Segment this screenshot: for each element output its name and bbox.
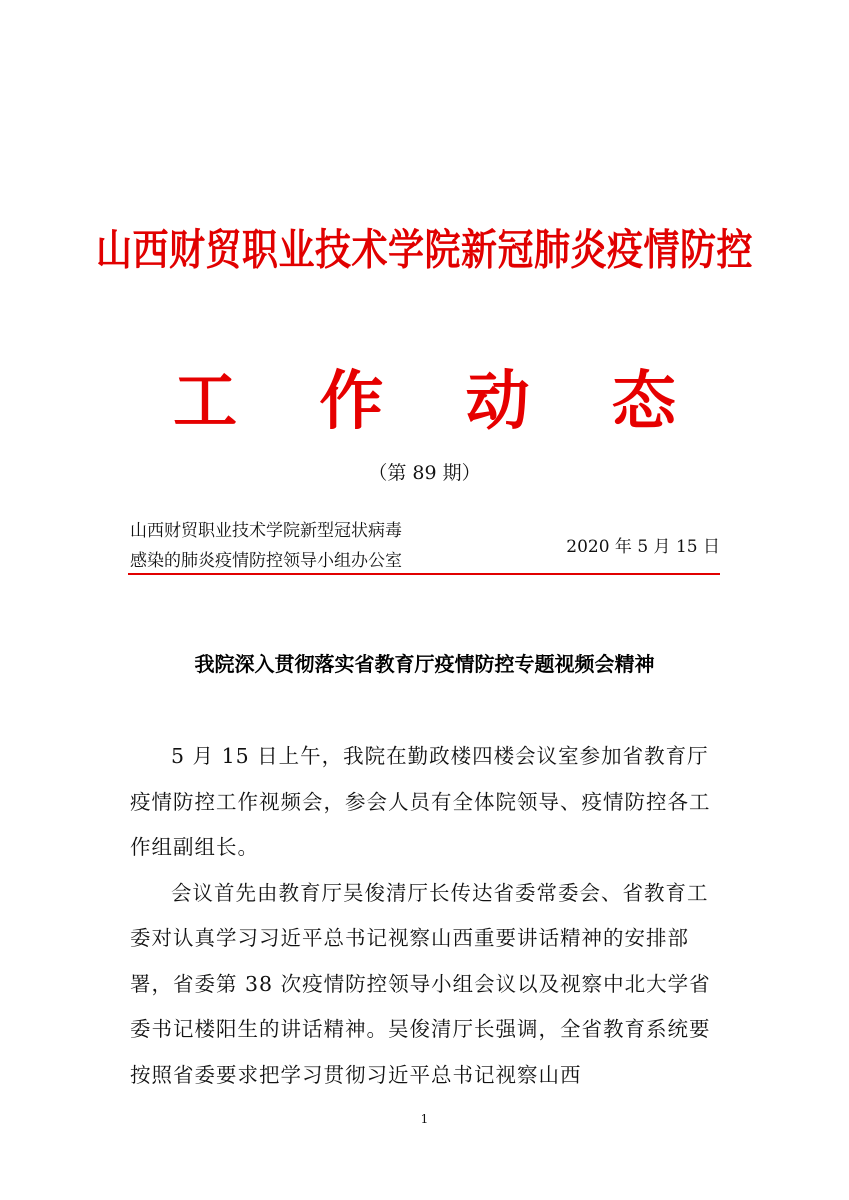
article-paragraph: 会议首先由教育厅吴俊清厅长传达省委常委会、省教育工委对认真学习习近平总书记视察山西重要讲话精神的安排部署，省委第 38 次疫情防控领导小组会议以及视察中北大学省委书记楼阳生的讲话精神。吴俊清厅长强调，全省教育系统要按照省委要求把学习贯彻习近平总书记视察山西 — [130, 880, 711, 1087]
issue-date: 2020 年 5 月 15 日 — [566, 537, 720, 557]
article-paragraph: 5 月 15 日上午，我院在勤政楼四楼会议室参加省教育厅疫情防控工作视频会，参会人员有全体院领导、疫情防控各工作组副组长。 — [130, 744, 711, 859]
article-body — [130, 734, 720, 1098]
office-line-2: 感染的肺炎疫情防控领导小组办公室 — [130, 551, 402, 571]
masthead-title: 山西财贸职业技术学院新冠肺炎疫情防控 — [95, 225, 753, 276]
issuing-office — [130, 516, 460, 576]
red-divider-rule — [128, 573, 720, 575]
office-line-1: 山西财贸职业技术学院新型冠状病毒 — [130, 521, 402, 541]
issue-number: （第 89 期） — [368, 462, 481, 484]
masthead-subtitle: 工 作 动 态 — [173, 364, 706, 439]
article-title: 我院深入贯彻落实省教育厅疫情防控专题视频会精神 — [194, 652, 655, 676]
page-number: 1 — [420, 1112, 429, 1126]
